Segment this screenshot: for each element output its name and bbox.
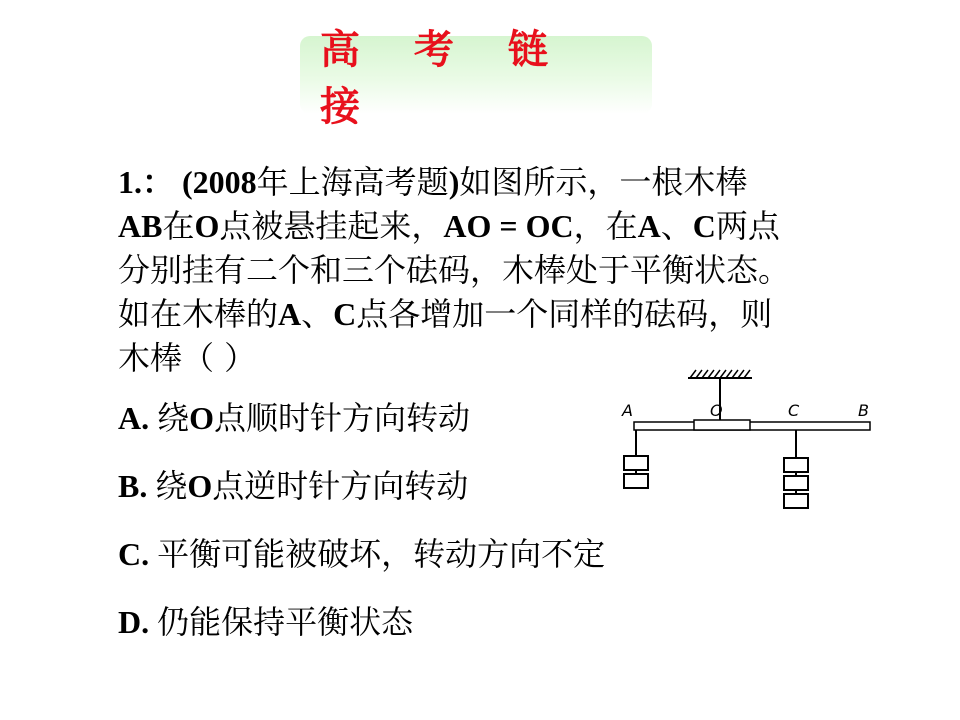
page-title: 高 考 链 接 <box>320 27 568 130</box>
question-text-segment: 、 <box>301 295 334 333</box>
option-text-segment: 平衡可能被破坏，转动方向不定 <box>157 535 606 573</box>
label-b: B <box>858 401 869 420</box>
question-text-segment: 点被悬挂起来， <box>219 207 444 245</box>
weights-at-c <box>784 430 808 508</box>
option-text-segment: A. <box>118 400 158 436</box>
question-text-segment: 如在木棒的 <box>118 295 279 333</box>
question-line-2 <box>118 204 898 248</box>
question-text-segment: 在 <box>162 207 195 245</box>
question-text-segment: O <box>194 208 220 244</box>
label-c: C <box>788 401 800 420</box>
question-line-4 <box>118 292 898 336</box>
question-text-segment: 点各增加一个同样的砝码，则 <box>356 295 773 333</box>
weight <box>784 458 808 472</box>
lever-diagram <box>612 364 882 514</box>
question-text-segment: C <box>692 208 716 244</box>
option-c[interactable] <box>118 534 605 574</box>
weights-at-a <box>624 430 648 488</box>
question-text-segment: 如图所示，一根木棒 <box>459 163 748 201</box>
option-text-segment: 点顺时针方向转动 <box>214 399 471 437</box>
option-text-segment: D. <box>118 604 158 640</box>
question-text-segment: 1.： (2008 <box>118 164 257 200</box>
question-text-segment: AO = OC <box>443 208 574 244</box>
option-text-segment: 绕 <box>157 399 190 437</box>
question-text-segment: 分别挂有二个和三个砝码，木棒处于平衡状态。 <box>118 251 791 289</box>
question-text-segment: C <box>333 296 357 332</box>
label-a: A <box>622 401 633 420</box>
weight <box>784 494 808 508</box>
option-a[interactable] <box>118 398 470 438</box>
question-text <box>118 160 898 380</box>
option-text-segment: 仍能保持平衡状态 <box>157 603 414 641</box>
option-b[interactable] <box>118 466 468 506</box>
question-text-segment: ) <box>448 164 460 200</box>
question-text-segment: 两点 <box>715 207 780 245</box>
option-text-segment: C. <box>118 536 158 572</box>
question-text-segment: A <box>637 208 661 244</box>
title-banner <box>300 27 652 130</box>
weight <box>624 474 648 488</box>
option-d[interactable] <box>118 602 413 642</box>
question-text-segment: A <box>278 296 302 332</box>
option-text-segment: 绕 <box>155 467 188 505</box>
question-line-3 <box>118 248 898 292</box>
question-text-segment: 木棒（ ） <box>118 339 257 377</box>
option-text-segment: 点逆时针方向转动 <box>212 467 469 505</box>
weight <box>784 476 808 490</box>
option-text-segment: B. <box>118 468 156 504</box>
option-text-segment: O <box>187 468 213 504</box>
question-text-segment: ，在 <box>573 207 638 245</box>
question-text-segment: 、 <box>660 207 693 245</box>
question-line-1 <box>118 160 898 204</box>
question-text-segment: 年上海高考题 <box>256 163 449 201</box>
question-text-segment: AB <box>118 208 163 244</box>
weight <box>624 456 648 470</box>
label-o: O <box>710 401 723 420</box>
option-text-segment: O <box>189 400 215 436</box>
wooden-rod <box>634 420 870 430</box>
